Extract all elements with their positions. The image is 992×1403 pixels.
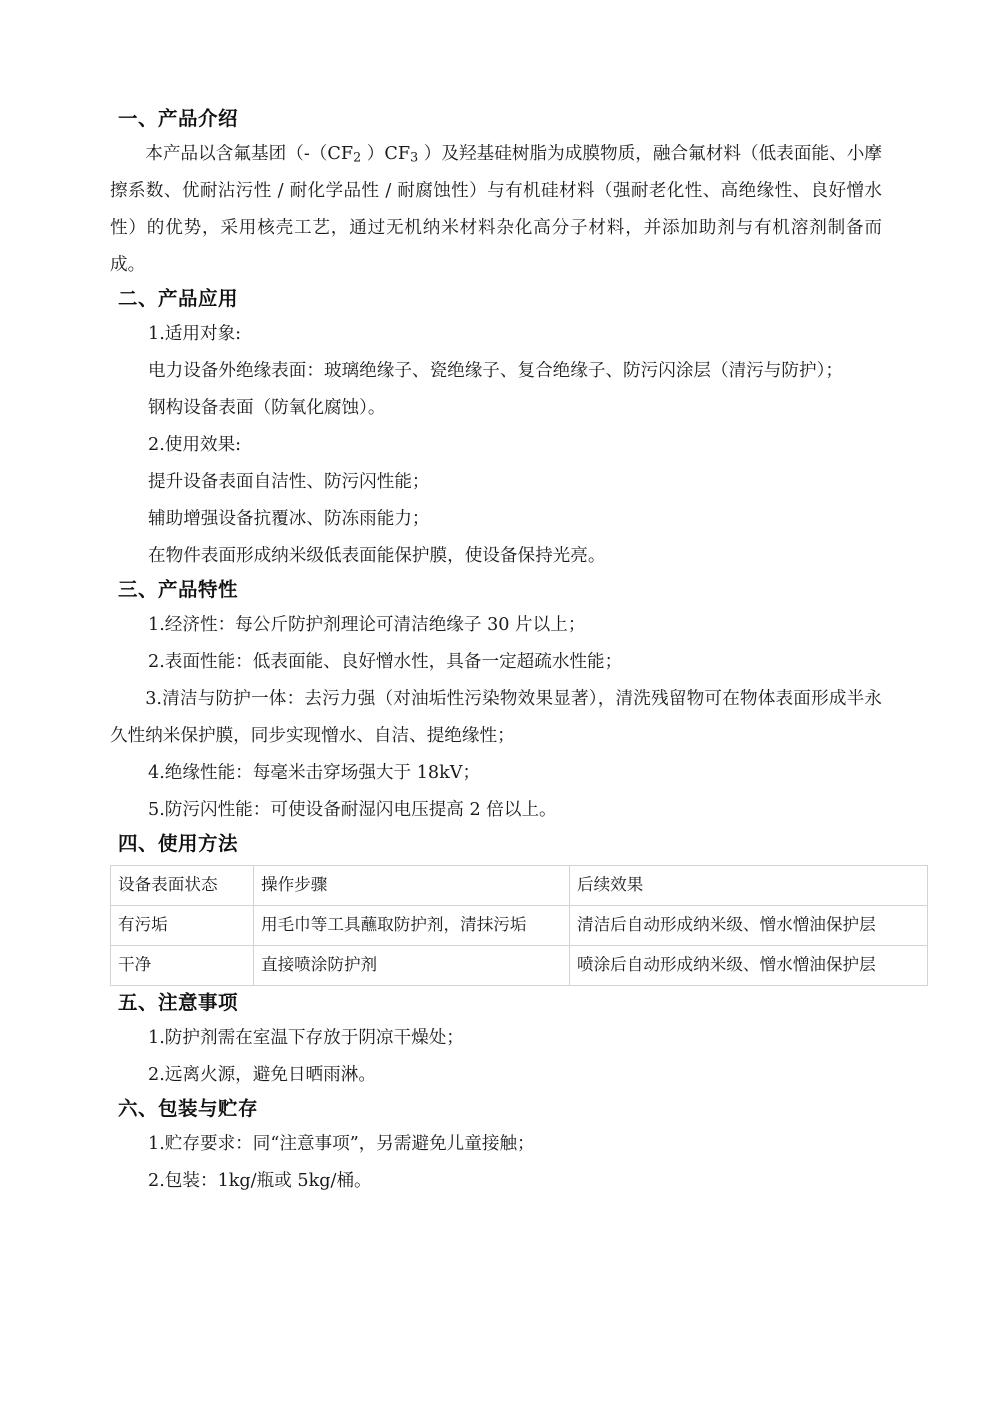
list-item: 1.贮存要求：同“注意事项”，另需避免儿童接触； xyxy=(148,1134,535,1154)
section-heading-precautions: 五、注意事项 xyxy=(118,991,239,1014)
list-item: 2.包装：1kg/瓶或 5kg/桶。 xyxy=(148,1171,372,1191)
table-row xyxy=(111,946,928,986)
table-cell: 干净 xyxy=(111,946,254,986)
list-item: 在物件表面形成纳米级低表面能保护膜，使设备保持光亮。 xyxy=(148,546,606,566)
section-heading-product-application: 二、产品应用 xyxy=(118,287,239,310)
list-item: 辅助增强设备抗覆冰、防冻雨能力； xyxy=(148,509,430,529)
formula-subscript-cf2: 2 xyxy=(353,149,362,165)
usage-method-table xyxy=(110,865,928,986)
table-cell: 直接喷涂防护剂 xyxy=(254,946,570,986)
list-item: 2.表面性能：低表面能、良好憎水性，具备一定超疏水性能； xyxy=(148,652,623,672)
section-heading-product-features: 三、产品特性 xyxy=(118,578,239,601)
list-item: 1.适用对象: xyxy=(148,324,242,344)
intro-text-part-1: 本产品以含氟基团（-（CF xyxy=(145,144,354,164)
table-header-cell: 设备表面状态 xyxy=(111,866,254,906)
list-item: 钢构设备表面（防氧化腐蚀）。 xyxy=(148,398,386,418)
list-product-features xyxy=(110,607,882,829)
list-item: 5.防污闪性能：可使设备耐湿闪电压提高 2 倍以上。 xyxy=(148,800,557,820)
list-item: 2.远离火源，避免日晒雨淋。 xyxy=(148,1065,376,1085)
list-item: 3.清洁与防护一体：去污力强（对油垢性污染物效果显著），清洗残留物可在物体表面形成半永久性纳米保护膜，同步实现憎水、自洁、提绝缘性； xyxy=(110,689,882,746)
list-product-application xyxy=(110,316,882,575)
table-cell: 用毛巾等工具蘸取防护剂，清抹污垢 xyxy=(254,906,570,946)
list-item: 提升设备表面自洁性、防污闪性能； xyxy=(148,472,430,492)
document-body xyxy=(110,104,882,1200)
list-item: 1.经济性：每公斤防护剂理论可清洁绝缘子 30 片以上； xyxy=(148,615,586,635)
list-precautions xyxy=(110,1020,882,1094)
table-cell: 清洁后自动形成纳米级、憎水憎油保护层 xyxy=(570,906,928,946)
table-row xyxy=(111,906,928,946)
section-heading-usage-method: 四、使用方法 xyxy=(118,832,239,855)
formula-subscript-cf3: 3 xyxy=(410,149,419,165)
list-item: 1.防护剂需在室温下存放于阴凉干燥处； xyxy=(148,1028,464,1048)
paragraph-product-intro xyxy=(110,136,882,284)
table-header-cell: 后续效果 xyxy=(570,866,928,906)
table-cell: 有污垢 xyxy=(111,906,254,946)
table-header-cell: 操作步骤 xyxy=(254,866,570,906)
table-header-row xyxy=(111,866,928,906)
intro-text-part-2: ）CF xyxy=(361,144,411,164)
table-cell: 喷涂后自动形成纳米级、憎水憎油保护层 xyxy=(570,946,928,986)
list-item: 2.使用效果: xyxy=(148,435,242,455)
intro-text-part-3: ）及羟基硅树脂为成膜物质，融合氟材料（低表面能、小摩擦系数、优耐沾污性 / 耐化学品性 / 耐腐蚀性）与有机硅材料（强耐老化性、高绝缘性、良好憎水性）的优势，采用核壳工艺，通过无机纳米材料杂化高分子材料，并添加助剂与有机溶剂制备而成。 xyxy=(110,144,882,275)
list-item: 电力设备外绝缘表面：玻璃绝缘子、瓷绝缘子、复合绝缘子、防污闪涂层（清污与防护）； xyxy=(148,361,843,381)
list-packaging-storage xyxy=(110,1126,882,1200)
section-heading-product-intro: 一、产品介绍 xyxy=(118,107,239,130)
list-item: 4.绝缘性能：每毫米击穿场强大于 18kV； xyxy=(148,763,481,783)
section-heading-packaging-storage: 六、包装与贮存 xyxy=(118,1097,259,1120)
